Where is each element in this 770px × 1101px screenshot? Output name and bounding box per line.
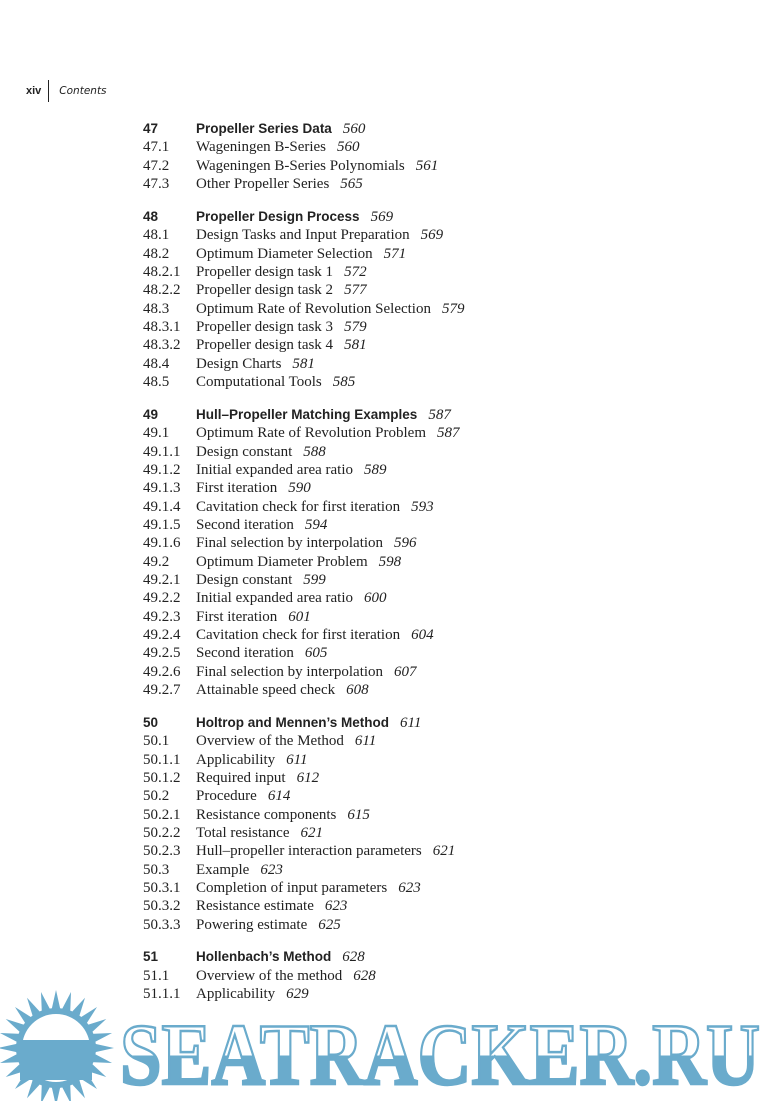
- toc-chapter-group: [143, 208, 743, 391]
- entry-title: Overview of the method: [196, 967, 343, 984]
- entry-title: Wageningen B-Series: [196, 139, 327, 156]
- toc-section-entry[interactable]: [143, 300, 743, 318]
- entry-page: 623: [260, 861, 283, 878]
- entry-number: 50.1: [143, 733, 170, 750]
- entry-title: Optimum Rate of Revolution Selection: [196, 300, 431, 317]
- entry-number: 48.3.1: [143, 318, 181, 335]
- entry-number: 51.1: [143, 967, 170, 984]
- entry-title: First iteration: [196, 608, 278, 625]
- toc-section-entry[interactable]: [143, 681, 743, 699]
- entry-number: 50.1.1: [143, 751, 181, 768]
- entry-title: Hull–propeller interaction parameters: [196, 843, 422, 860]
- entry-title: Applicability: [196, 751, 276, 768]
- entry-number: 47.1: [143, 139, 170, 156]
- toc-section-entry[interactable]: [143, 461, 743, 479]
- entry-page: 587: [436, 425, 460, 442]
- entry-page: 623: [398, 879, 421, 896]
- toc-section-entry[interactable]: [143, 355, 743, 373]
- entry-title: Total resistance: [196, 824, 290, 841]
- toc-section-entry[interactable]: [143, 373, 743, 391]
- entry-title: Hollenbach’s Method: [196, 949, 332, 965]
- entry-number: 50.2.2: [143, 824, 181, 841]
- entry-page: 560: [342, 121, 366, 137]
- entry-number: 48.3: [143, 300, 170, 317]
- toc-section-entry[interactable]: [143, 424, 743, 442]
- entry-number: 47.3: [143, 176, 170, 193]
- entry-page: 596: [394, 535, 417, 552]
- entry-title: Resistance components: [196, 806, 337, 823]
- entry-title: Overview of the Method: [196, 733, 344, 750]
- entry-title: Design constant: [196, 571, 293, 588]
- entry-page: 611: [400, 714, 422, 731]
- sun-ray: [51, 990, 60, 1010]
- watermark-text: SEATRACKER.RU: [120, 1007, 760, 1101]
- toc-section-entry[interactable]: [143, 897, 743, 915]
- entry-page: 572: [344, 263, 367, 280]
- entry-page: 604: [411, 626, 434, 643]
- toc-section-entry[interactable]: [143, 157, 743, 175]
- toc-section-entry[interactable]: [143, 553, 743, 571]
- entry-number: 50.2.3: [143, 843, 181, 860]
- toc-section-entry[interactable]: [143, 443, 743, 461]
- toc-section-entry[interactable]: [143, 861, 743, 879]
- entry-page: 607: [394, 663, 417, 680]
- entry-page: 600: [364, 590, 387, 607]
- entry-page: 601: [288, 608, 311, 625]
- entry-title: Wageningen B-Series Polynomials: [196, 157, 405, 174]
- entry-title: Resistance estimate: [196, 898, 314, 915]
- entry-page: 614: [267, 788, 291, 805]
- toc-section-entry[interactable]: [143, 842, 743, 860]
- entry-page: 615: [347, 806, 370, 823]
- entry-number: 49.2: [143, 553, 170, 570]
- entry-number: 48.5: [143, 373, 170, 390]
- toc-chapter-entry[interactable]: [143, 120, 743, 138]
- toc-chapter-group: [143, 120, 743, 193]
- entry-page: 621: [300, 824, 323, 841]
- toc-section-entry[interactable]: [143, 281, 743, 299]
- entry-title: Propeller design task 1: [196, 263, 334, 280]
- toc-section-entry[interactable]: [143, 516, 743, 534]
- toc-section-entry[interactable]: [143, 534, 743, 552]
- entry-number: 49.1.2: [143, 461, 181, 478]
- entry-page: 594: [304, 516, 328, 533]
- entry-number: 47: [143, 121, 159, 136]
- entry-number: 48.3.2: [143, 337, 181, 354]
- entry-number: 50.2: [143, 788, 170, 805]
- toc-chapter-group: [143, 714, 743, 934]
- entry-title: Cavitation check for first iteration: [196, 626, 401, 643]
- entry-number: 48.4: [143, 355, 170, 372]
- toc-section-entry[interactable]: [143, 751, 743, 769]
- toc-chapter-entry[interactable]: [143, 948, 743, 966]
- entry-page: 628: [353, 967, 376, 984]
- entry-number: 49.2.6: [143, 663, 181, 680]
- entry-title: Hull–Propeller Matching Examples: [196, 406, 418, 422]
- entry-number: 49.2.1: [143, 571, 181, 588]
- toc-section-entry[interactable]: [143, 787, 743, 805]
- entry-title: Cavitation check for first iteration: [196, 498, 401, 515]
- entry-page: 569: [420, 227, 444, 244]
- entry-page: 629: [286, 986, 309, 1003]
- entry-number: 49.2.2: [143, 590, 181, 607]
- toc-section-entry[interactable]: [143, 626, 743, 644]
- sun-logo-icon: [0, 990, 114, 1101]
- entry-page: 611: [286, 751, 308, 768]
- entry-title: Final selection by interpolation: [196, 535, 384, 552]
- toc-section-entry[interactable]: [143, 589, 743, 607]
- entry-title: Design Tasks and Input Preparation: [196, 227, 410, 244]
- entry-title: Required input: [196, 769, 286, 786]
- entry-page: 612: [296, 769, 320, 786]
- entry-title: Design constant: [196, 443, 293, 460]
- entry-page: 589: [364, 461, 387, 478]
- toc-section-entry[interactable]: [143, 336, 743, 354]
- entry-number: 48.2.2: [143, 282, 181, 299]
- toc-section-entry[interactable]: [143, 479, 743, 497]
- entry-number: 50.3: [143, 861, 170, 878]
- entry-number: 48.1: [143, 227, 170, 244]
- entry-page: 593: [411, 498, 434, 515]
- entry-title: Propeller design task 3: [196, 318, 334, 335]
- entry-number: 51: [143, 949, 159, 965]
- entry-title: Computational Tools: [196, 373, 322, 390]
- entry-title: Design Charts: [196, 355, 282, 372]
- entry-number: 49: [143, 406, 159, 422]
- page-number: xiv: [26, 85, 42, 97]
- entry-page: 621: [432, 843, 456, 860]
- running-head: Contents: [59, 85, 107, 97]
- entry-number: 48.2.1: [143, 263, 181, 280]
- entry-page: 628: [342, 949, 365, 966]
- entry-page: 581: [344, 337, 367, 354]
- entry-page: 561: [415, 157, 439, 174]
- entry-page: 587: [428, 406, 451, 423]
- toc-section-entry[interactable]: [143, 318, 743, 336]
- entry-page: 623: [324, 898, 348, 915]
- entry-number: 48.2: [143, 245, 170, 262]
- entry-title: Final selection by interpolation: [196, 663, 384, 680]
- toc-section-entry[interactable]: [143, 226, 743, 244]
- toc-section-entry[interactable]: [143, 879, 743, 897]
- entry-number: 49.2.5: [143, 645, 181, 662]
- toc-section-entry[interactable]: [143, 732, 743, 750]
- toc-section-entry[interactable]: [143, 806, 743, 824]
- entry-number: 48: [143, 208, 159, 224]
- sun-ray: [94, 1043, 114, 1052]
- entry-page: 625: [318, 916, 341, 933]
- toc-chapter-entry[interactable]: [143, 714, 743, 732]
- entry-page: 569: [370, 208, 394, 225]
- running-header: [26, 80, 107, 102]
- entry-number: 49.1.3: [143, 480, 181, 497]
- entry-page: 590: [288, 480, 311, 497]
- entry-title: Procedure: [196, 788, 257, 805]
- entry-title: Propeller design task 2: [196, 282, 334, 299]
- entry-number: 49.1.1: [143, 443, 181, 460]
- toc-section-entry[interactable]: [143, 663, 743, 681]
- toc-chapter-entry[interactable]: [143, 208, 743, 226]
- toc-section-entry[interactable]: [143, 608, 743, 626]
- entry-number: 49.1: [143, 425, 170, 442]
- entry-title: Other Propeller Series: [196, 176, 330, 193]
- toc-section-entry[interactable]: [143, 644, 743, 662]
- entry-title: Propeller design task 4: [196, 337, 334, 354]
- entry-title: Optimum Diameter Problem: [196, 553, 368, 570]
- entry-page: 565: [340, 176, 363, 193]
- entry-number: 50.3.1: [143, 879, 181, 896]
- entry-page: 611: [354, 733, 377, 750]
- toc-section-entry[interactable]: [143, 571, 743, 589]
- entry-page: 581: [292, 355, 315, 372]
- entry-page: 599: [303, 571, 326, 588]
- entry-number: 49.1.4: [143, 498, 181, 515]
- entry-title: Powering estimate: [196, 916, 308, 933]
- toc-section-entry[interactable]: [143, 967, 743, 985]
- header-divider: [48, 80, 49, 102]
- entry-page: 608: [346, 681, 369, 698]
- entry-title: Optimum Diameter Selection: [196, 245, 373, 262]
- entry-title: Propeller Series Data: [196, 121, 332, 136]
- entry-page: 605: [304, 645, 328, 662]
- entry-title: Initial expanded area ratio: [196, 461, 354, 478]
- entry-page: 577: [344, 282, 367, 299]
- entry-number: 50.2.1: [143, 806, 181, 823]
- entry-page: 579: [441, 300, 465, 317]
- entry-page: 560: [337, 139, 360, 156]
- entry-number: 50: [143, 714, 159, 730]
- entry-title: Second iteration: [196, 645, 294, 662]
- entry-number: 49.1.6: [143, 535, 181, 552]
- entry-title: Propeller Design Process: [196, 208, 360, 224]
- toc-section-entry[interactable]: [143, 769, 743, 787]
- entry-page: 571: [383, 245, 407, 262]
- sun-ray: [51, 1086, 60, 1101]
- toc-section-entry[interactable]: [143, 138, 743, 156]
- entry-title: Second iteration: [196, 516, 294, 533]
- entry-number: 47.2: [143, 157, 170, 174]
- entry-number: 49.1.5: [143, 516, 181, 533]
- entry-page: 579: [344, 318, 367, 335]
- toc-section-entry[interactable]: [143, 824, 743, 842]
- toc-section-entry[interactable]: [143, 263, 743, 281]
- entry-page: 588: [303, 443, 326, 460]
- table-of-contents: [143, 120, 743, 1018]
- entry-number: 50.1.2: [143, 769, 181, 786]
- toc-section-entry[interactable]: [143, 916, 743, 934]
- entry-title: Completion of input parameters: [196, 879, 388, 896]
- entry-title: Applicability: [196, 986, 276, 1003]
- entry-number: 49.2.3: [143, 608, 181, 625]
- toc-chapter-group: [143, 406, 743, 700]
- entry-number: 49.2.7: [143, 681, 181, 698]
- toc-section-entry[interactable]: [143, 245, 743, 263]
- entry-number: 51.1.1: [143, 986, 181, 1003]
- entry-title: Attainable speed check: [196, 681, 336, 698]
- entry-title: Optimum Rate of Revolution Problem: [196, 425, 426, 442]
- seatracker-watermark: [0, 988, 770, 1101]
- entry-title: Example: [196, 861, 250, 878]
- toc-section-entry[interactable]: [143, 175, 743, 193]
- toc-section-entry[interactable]: [143, 498, 743, 516]
- entry-number: 49.2.4: [143, 626, 181, 643]
- entry-page: 585: [332, 373, 356, 390]
- sun-ray: [0, 1043, 18, 1052]
- entry-number: 50.3.2: [143, 898, 181, 915]
- entry-title: First iteration: [196, 480, 278, 497]
- entry-page: 598: [378, 553, 402, 570]
- entry-number: 50.3.3: [143, 916, 181, 933]
- entry-title: Initial expanded area ratio: [196, 590, 354, 607]
- toc-chapter-entry[interactable]: [143, 406, 743, 424]
- entry-title: Holtrop and Mennen’s Method: [196, 714, 389, 730]
